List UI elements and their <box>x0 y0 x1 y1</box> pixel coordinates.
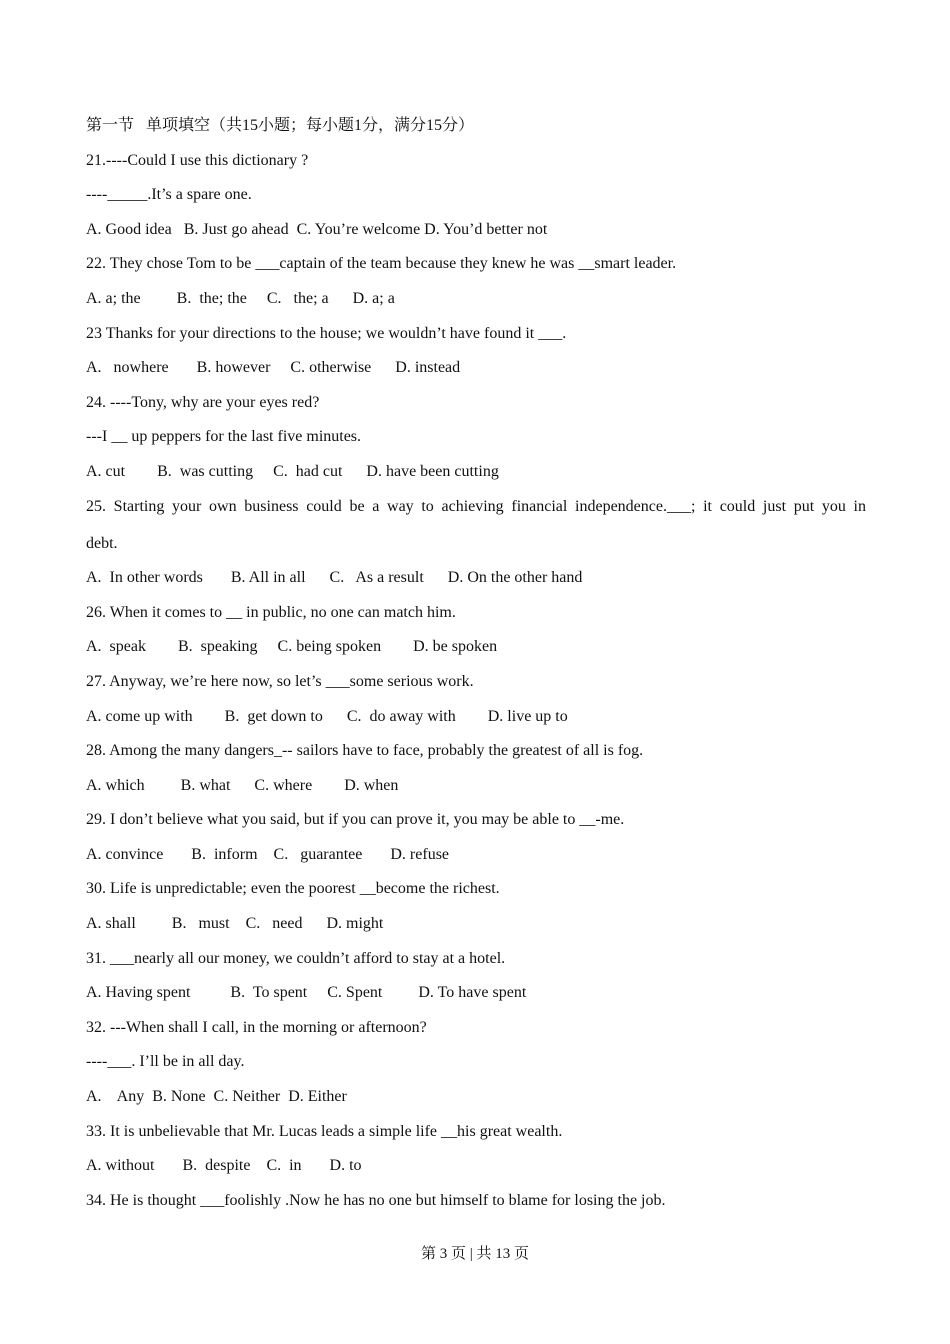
question-26-options: A. speak B. speaking C. being spoken D. be spoken <box>86 638 498 656</box>
question-23-options: A. nowhere B. however C. otherwise D. instead <box>86 359 461 377</box>
question-25-continued: debt. <box>86 534 118 552</box>
question-30-options: A. shall B. must C. need D. might <box>86 915 384 933</box>
question-34: 34. He is thought ___foolishly .Now he has no one but himself to blame for losing the job. <box>86 1191 666 1209</box>
question-32: 32. ---When shall I call, in the morning or afternoon? <box>86 1018 427 1036</box>
question-32-dialogue: ----___. I’ll be in all day. <box>86 1053 245 1071</box>
page-content <box>86 113 866 1222</box>
page-footer: 第 3 页 | 共 13 页 <box>420 1246 529 1262</box>
section-title: 第一节 单项填空（共15小题；每小题1分，满分15分） <box>86 117 475 134</box>
question-27: 27. Anyway, we’re here now, so let’s ___some serious work. <box>86 672 474 690</box>
question-31: 31. ___nearly all our money, we couldn’t afford to stay at a hotel. <box>86 949 506 967</box>
question-28-options: A. which B. what C. where D. when <box>86 776 399 794</box>
question-31-options: A. Having spent B. To spent C. Spent D. To have spent <box>86 984 527 1002</box>
question-25: 25. Starting your own business could be a way to achieving financial independence.___; it could just put you in <box>86 497 866 515</box>
question-22-options: A. a; the B. the; the C. the; a D. a; a <box>86 289 395 307</box>
question-33-options: A. without B. despite C. in D. to <box>86 1157 362 1175</box>
question-24-options: A. cut B. was cutting C. had cut D. have been cutting <box>86 462 499 480</box>
question-28: 28. Among the many dangers_-- sailors have to face, probably the greatest of all is fog. <box>86 742 644 760</box>
question-29: 29. I don’t believe what you said, but if you can prove it, you may be able to __-me. <box>86 811 625 829</box>
question-21-dialogue: ----_____.It’s a spare one. <box>86 186 252 204</box>
question-25-options: A. In other words B. All in all C. As a result D. On the other hand <box>86 569 583 587</box>
question-32-options: A. Any B. None C. Neither D. Either <box>86 1088 347 1106</box>
question-21: 21.----Could I use this dictionary ? <box>86 151 309 169</box>
question-26: 26. When it comes to __ in public, no one can match him. <box>86 603 456 621</box>
question-29-options: A. convince B. inform C. guarantee D. refuse <box>86 845 450 863</box>
question-23: 23 Thanks for your directions to the house; we wouldn’t have found it ___. <box>86 324 567 342</box>
question-22: 22. They chose Tom to be ___captain of the team because they knew he was __smart leader. <box>86 255 677 273</box>
question-27-options: A. come up with B. get down to C. do away with D. live up to <box>86 707 568 725</box>
question-33: 33. It is unbelievable that Mr. Lucas leads a simple life __his great wealth. <box>86 1122 563 1140</box>
question-24: 24. ----Tony, why are your eyes red? <box>86 393 320 411</box>
question-24-dialogue: ---I __ up peppers for the last five minutes. <box>86 428 362 446</box>
question-30: 30. Life is unpredictable; even the poorest __become the richest. <box>86 880 500 898</box>
question-21-options: A. Good idea B. Just go ahead C. You’re welcome D. You’d better not <box>86 220 548 238</box>
